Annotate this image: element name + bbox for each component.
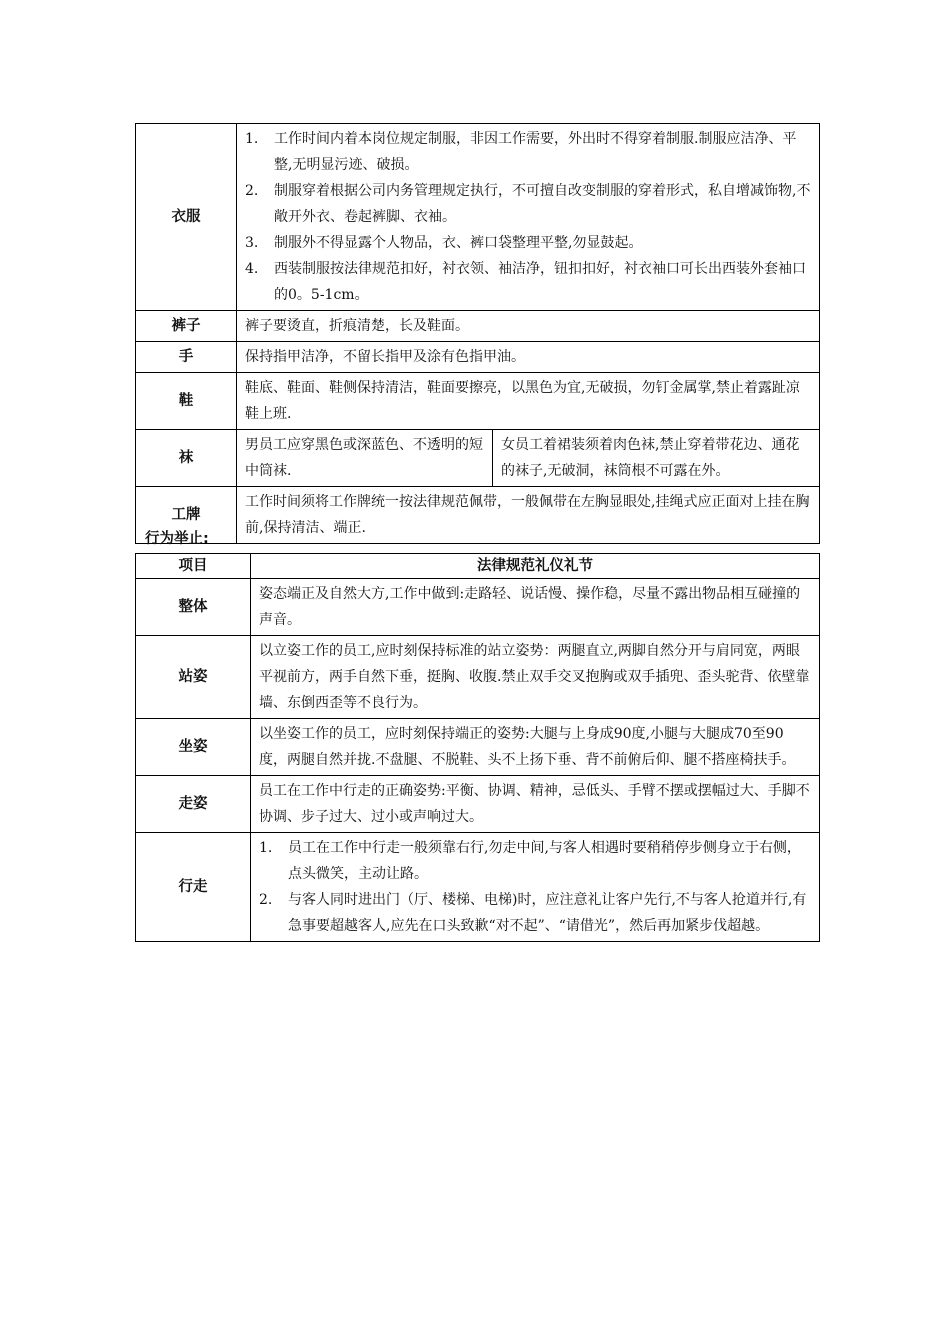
column-header-item: 项目	[136, 554, 251, 579]
item-number: 2.	[245, 183, 259, 199]
behavior-table	[135, 553, 820, 942]
numbered-list	[259, 835, 811, 939]
item-text: 西装制服按法律规范扣好，衬衣领、袖洁净，钮扣扣好，衬衣袖口可长出西装外套袖口的0。5-1cm。	[274, 261, 806, 303]
table-row	[136, 373, 820, 430]
row-content: 鞋底、鞋面、鞋侧保持清洁，鞋面要擦亮，以黑色为宜,无破损，勿钉金属掌,禁止着露趾凉鞋上班.	[237, 373, 820, 430]
male-socks-cell: 男员工应穿黑色或深蓝色、不透明的短中筒袜.	[237, 430, 493, 487]
item-number: 1.	[259, 840, 273, 856]
row-content	[237, 124, 820, 311]
item-number: 3.	[245, 235, 259, 251]
list-item	[245, 178, 811, 230]
table-row	[136, 719, 820, 776]
row-content: 裤子要烫直，折痕清楚，长及鞋面。	[237, 311, 820, 342]
list-item	[259, 887, 811, 939]
table-row	[136, 430, 820, 487]
row-content	[251, 833, 820, 942]
table-row	[136, 776, 820, 833]
row-label: 手	[136, 342, 237, 373]
row-label: 整体	[136, 579, 251, 636]
table-row	[136, 487, 820, 544]
item-number: 2.	[259, 892, 273, 908]
row-label: 走姿	[136, 776, 251, 833]
row-label: 站姿	[136, 636, 251, 719]
table-row	[136, 342, 820, 373]
list-item	[259, 835, 811, 887]
table-row	[136, 124, 820, 311]
list-item	[245, 256, 811, 308]
row-content: 工作时间须将工作牌统一按法律规范佩带，一般佩带在左胸显眼处,挂绳式应正面对上挂在胸前,保持清洁、端正.	[237, 487, 820, 544]
table-row	[136, 579, 820, 636]
item-number: 1.	[245, 131, 259, 147]
item-text: 员工在工作中行走一般须靠右行,勿走中间,与客人相遇时要稍稍停步侧身立于右侧，点头微笑，主动让路。	[288, 840, 801, 882]
row-label: 袜	[136, 430, 237, 487]
item-text: 与客人同时进出门（厅、楼梯、电梯)时，应注意礼让客户先行,不与客人抢道并行,有急事要超越客人,应先在口头致歉“对不起”、“请借光”，然后再加紧步伐超越。	[288, 892, 807, 934]
section-title: 行为举止:	[145, 531, 209, 547]
column-header-detail: 法律规范礼仪礼节	[251, 554, 820, 579]
row-content: 员工在工作中行走的正确姿势:平衡、协调、精神，忌低头、手臂不摆或摆幅过大、手脚不协调、步子过大、过小或声响过大。	[251, 776, 820, 833]
female-socks-cell: 女员工着裙装须着肉色袜,禁止穿着带花边、通花的袜子,无破洞，袜筒根不可露在外。	[493, 430, 820, 487]
table-row	[136, 311, 820, 342]
table-row	[136, 636, 820, 719]
item-number: 4.	[245, 261, 259, 277]
table-row	[136, 833, 820, 942]
item-text: 工作时间内着本岗位规定制服，非因工作需要，外出时不得穿着制服.制服应洁净、平整,无明显污迹、破损。	[274, 131, 797, 173]
row-content: 以立姿工作的员工,应时刻保持标准的站立姿势：两腿直立,两脚自然分开与肩同宽，两眼平视前方，两手自然下垂，挺胸、收腹.禁止双手交叉抱胸或双手插兜、歪头驼背、依壁靠墙、东倒西歪等不良行为。	[251, 636, 820, 719]
row-content: 以坐姿工作的员工，应时刻保持端正的姿势:大腿与上身成90度,小腿与大腿成70至90度，两腿自然并拢.不盘腿、不脱鞋、头不上扬下垂、背不前俯后仰、腿不搭座椅扶手。	[251, 719, 820, 776]
row-content: 保持指甲洁净，不留长指甲及涂有色指甲油。	[237, 342, 820, 373]
item-text: 制服穿着根据公司内务管理规定执行，不可擅自改变制服的穿着形式，私自增减饰物,不敞开外衣、卷起裤脚、衣袖。	[274, 183, 811, 225]
row-label: 行走	[136, 833, 251, 942]
list-item	[245, 230, 811, 256]
dress-code-table	[135, 123, 820, 544]
row-label: 坐姿	[136, 719, 251, 776]
row-content: 姿态端正及自然大方,工作中做到:走路轻、说话慢、操作稳，尽量不露出物品相互碰撞的声音。	[251, 579, 820, 636]
item-text: 制服外不得显露个人物品，衣、裤口袋整理平整,勿显鼓起。	[274, 235, 643, 251]
row-label: 工牌	[136, 487, 237, 544]
row-label: 衣服	[136, 124, 237, 311]
numbered-list	[245, 126, 811, 308]
table-header-row	[136, 554, 820, 579]
row-label: 鞋	[136, 373, 237, 430]
list-item	[245, 126, 811, 178]
row-label: 裤子	[136, 311, 237, 342]
